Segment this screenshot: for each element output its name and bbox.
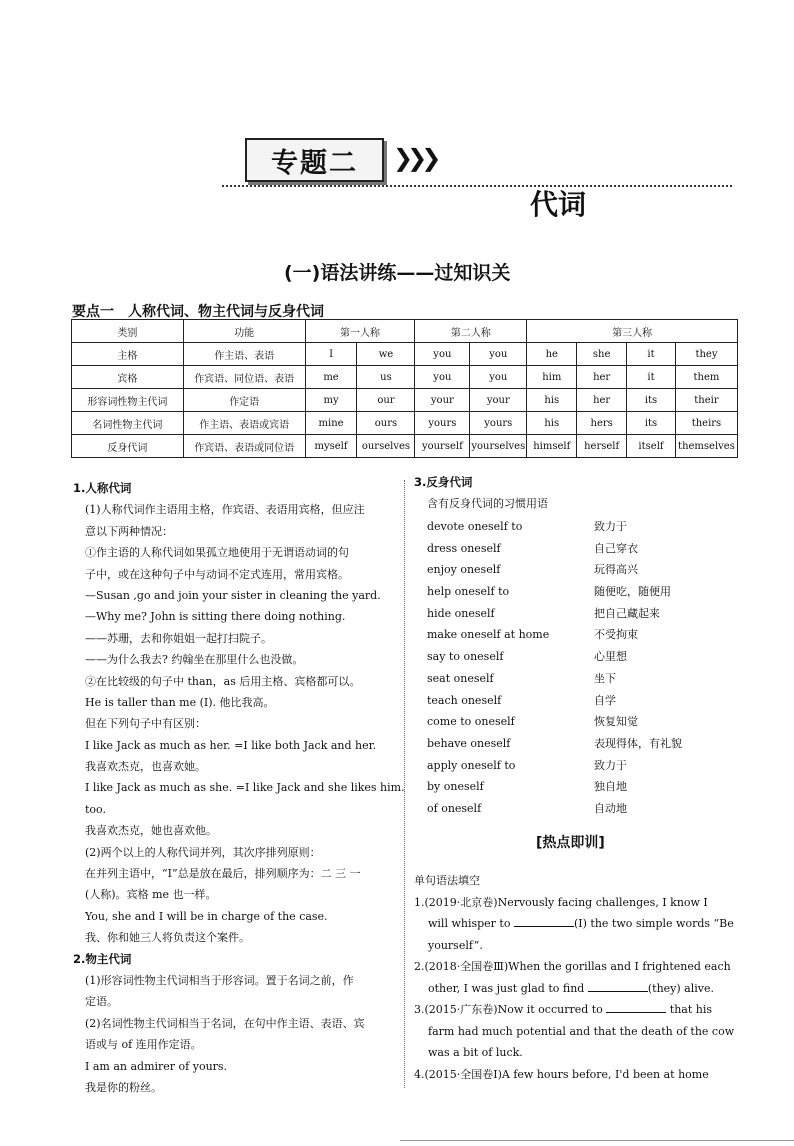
phrase-en: devote oneself to (427, 520, 523, 533)
phrase-zh: 玩得高兴 (594, 563, 638, 577)
answer-blank[interactable] (606, 1000, 666, 1013)
exercise-text: 3.(2015·广东卷)Now it occurred to (414, 1003, 607, 1016)
table-cell: me (305, 366, 357, 389)
phrase-en: enjoy oneself (427, 563, 501, 577)
text-line: (2)两个以上的人称代词并列，其次序排列原则： (85, 845, 321, 859)
table-cell: her (577, 389, 627, 412)
text-line: (人称)。宾格 me 也一样。 (85, 888, 217, 902)
pronoun-table (71, 319, 738, 458)
bottom-rule (400, 1140, 794, 1141)
table-cell: its (627, 412, 676, 435)
text-line: ①作主语的人称代词如果孤立地使用于无谓语动词的句 (85, 546, 349, 560)
phrase-zh: 不受拘束 (594, 628, 638, 642)
phrase-en: make oneself at home (427, 628, 550, 642)
table-cell: ourselves (357, 435, 415, 458)
text-line: (1)形容词性物主代词相当于形容词。置于名词之前，作 (85, 973, 354, 987)
table-cell: we (357, 343, 415, 366)
exercise-text: will whisper to (428, 917, 514, 930)
table-header-cell: 功能 (183, 320, 305, 343)
table-cell: itself (627, 435, 676, 458)
section-title: (一)语法讲练——过知识关 (284, 262, 511, 284)
answer-blank[interactable] (514, 914, 574, 927)
table-cell: his (527, 412, 577, 435)
row-label: 形容词性物主代词 (72, 389, 184, 412)
phrase-zh: 自动地 (594, 801, 627, 815)
table-cell: our (357, 389, 415, 412)
table-cell: their (675, 389, 737, 412)
row-label: 反身代词 (72, 435, 184, 458)
list-item (427, 776, 682, 798)
table-cell: it (627, 366, 676, 389)
translation-line: 我、你和她三人将负责这个案件。 (85, 931, 250, 945)
list-item (427, 624, 682, 646)
heading-reflexive-pronouns: 3.反身代词 (414, 475, 473, 489)
dotted-divider (222, 185, 732, 187)
example-line: He is taller than me (I). 他比我高。 (85, 695, 275, 709)
phrase-intro: 含有反身代词的习惯用语 (427, 497, 548, 511)
list-item (427, 733, 682, 755)
exercise-line: 4.(2015·全国卷Ⅰ)A few hours before, I'd been at home (414, 1067, 709, 1081)
row-function: 作主语、表语 (183, 343, 305, 366)
table-cell: I (305, 343, 357, 366)
exercise-heading: 单句语法填空 (414, 874, 480, 887)
phrase-en: by oneself (427, 780, 484, 794)
row-function: 作定语 (183, 389, 305, 412)
list-item (427, 581, 682, 603)
list-item (427, 690, 682, 712)
page-title: 代词 (530, 188, 587, 221)
text-line: (1)人称代词作主语用主格，作宾语、表语用宾格，但应注 (85, 503, 365, 517)
heading-personal-pronouns: 1.人称代词 (73, 481, 132, 495)
table-cell: she (577, 343, 627, 366)
phrase-zh: 坐下 (594, 671, 616, 685)
translation-line: 我喜欢杰克，也喜欢她。 (85, 760, 206, 774)
exercise-text: that his (666, 1003, 713, 1016)
row-label: 宾格 (72, 366, 184, 389)
phrase-zh: 恢复知觉 (594, 715, 638, 729)
text-line: ②在比较级的句子中 than，as 后用主格、宾格都可以。 (85, 674, 361, 688)
example-line: —Why me? John is sitting there doing nothing. (85, 610, 346, 624)
table-cell: him (527, 366, 577, 389)
text-line: 意以下两种情况： (85, 524, 173, 538)
table-row (72, 343, 738, 366)
list-item (427, 538, 682, 560)
list-item (427, 798, 682, 820)
table-cell: you (415, 366, 470, 389)
table-header-cell: 第一人称 (305, 320, 415, 343)
phrase-en: hide oneself (427, 606, 495, 620)
list-item (427, 516, 682, 538)
example-line: I like Jack as much as her. =I like both Jack and her. (85, 738, 377, 752)
table-cell: yourself (415, 435, 470, 458)
table-header-cell: 第二人称 (415, 320, 527, 343)
answer-blank[interactable] (588, 979, 648, 992)
example-line: —Susan ,go and join your sister in cleaning the yard. (85, 588, 381, 602)
table-cell: hers (577, 412, 627, 435)
phrase-en: of oneself (427, 801, 482, 815)
phrase-en: seat oneself (427, 671, 494, 685)
example-line: too. (85, 802, 106, 816)
table-cell: his (527, 389, 577, 412)
table-cell: theirs (675, 412, 737, 435)
exercise-text: (I) the two simple words “Be (573, 917, 734, 930)
phrase-zh: 致力于 (594, 520, 627, 533)
translation-line: ——苏珊，去和你姐姐一起打扫院子。 (85, 631, 272, 645)
phrase-zh: 独自地 (594, 780, 627, 794)
row-function: 作宾语、表语或同位语 (183, 435, 305, 458)
phrase-zh: 把自己藏起来 (594, 606, 660, 620)
phrase-en: apply oneself to (427, 758, 516, 772)
phrase-en: say to oneself (427, 650, 504, 664)
topic-label: 专题二 (245, 138, 384, 182)
table-cell: herself (577, 435, 627, 458)
chevron-icon: ❯❯❯ (393, 144, 436, 172)
translation-line: 我喜欢杰克，她也喜欢他。 (85, 824, 217, 838)
exercise-line: farm had much potential and that the death of the cow (428, 1024, 735, 1038)
table-row (72, 412, 738, 435)
exercise-text: (they) alive. (647, 981, 714, 995)
heading-possessive-pronouns: 2.物主代词 (73, 951, 132, 966)
table-header-cell: 第三人称 (527, 320, 738, 343)
text-line: 语或与 of 连用作定语。 (85, 1038, 202, 1052)
exercise-line (414, 999, 749, 1021)
translation-line: ——为什么我去? 约翰坐在那里什么也没做。 (85, 653, 304, 667)
table-cell: us (357, 366, 415, 389)
table-cell: he (527, 343, 577, 366)
exercise-line: 2.(2018·全国卷Ⅲ)When the gorillas and I frightened each (414, 960, 731, 973)
table-row (72, 435, 738, 458)
phrase-zh: 自学 (594, 693, 616, 707)
text-line: (2)名词性物主代词相当于名词，在句中作主语、表语、宾 (85, 1016, 365, 1030)
exercise-text: other, I was just glad to find (428, 981, 588, 995)
table-row (72, 389, 738, 412)
list-item (427, 711, 682, 733)
phrase-zh: 心里想 (594, 650, 627, 664)
phrase-en: help oneself to (427, 585, 510, 599)
phrase-en: behave oneself (427, 736, 511, 750)
table-cell: themselves (675, 435, 737, 458)
row-function: 作宾语、同位语、表语 (183, 366, 305, 389)
phrase-zh: 自己穿衣 (594, 541, 638, 555)
table-cell: yourselves (470, 435, 527, 458)
phrase-zh: 表现得体，有礼貌 (594, 736, 682, 750)
exercise-line: yourself”. (428, 938, 483, 952)
exercise-list (414, 870, 749, 1085)
left-column (73, 478, 403, 1098)
phrase-en: teach oneself (427, 693, 502, 707)
table-cell: you (470, 366, 527, 389)
table-cell: it (627, 343, 676, 366)
text-line: 在并列主语中，“I”总是放在最后，排列顺序为：二 三 一 (85, 867, 361, 881)
phrase-en: dress oneself (427, 541, 501, 555)
text-line: 定语。 (85, 995, 118, 1009)
list-item (427, 603, 682, 625)
exercise-line (414, 913, 749, 935)
exercise-line: was a bit of luck. (428, 1046, 523, 1059)
table-row (72, 366, 738, 389)
phrase-en: come to oneself (427, 715, 515, 729)
right-column-header (414, 472, 749, 515)
table-cell: them (675, 366, 737, 389)
table-cell: its (627, 389, 676, 412)
table-cell: himself (527, 435, 577, 458)
example-line: You, she and I will be in charge of the case. (85, 909, 328, 923)
translation-line: 我是你的粉丝。 (85, 1080, 162, 1094)
example-line: I like Jack as much as she. =I like Jack and she likes him. (85, 781, 405, 795)
example-line: I am an admirer of yours. (85, 1059, 228, 1073)
row-label: 主格 (72, 343, 184, 366)
exercise-line: 1.(2019·北京卷)Nervously facing challenges, I know I (414, 895, 708, 909)
row-function: 作主语、表语或宾语 (183, 412, 305, 435)
table-cell: mine (305, 412, 357, 435)
table-header-cell: 类别 (72, 320, 184, 343)
point-title: 要点一 人称代词、物主代词与反身代词 (72, 304, 324, 320)
table-cell: you (470, 343, 527, 366)
table-cell: your (415, 389, 470, 412)
text-line: 子中，或在这种句子中与动词不定式连用，常用宾格。 (85, 567, 349, 581)
table-cell: my (305, 389, 357, 412)
text-line: 但在下列句子中有区别： (85, 717, 206, 731)
list-item (427, 646, 682, 668)
table-cell: you (415, 343, 470, 366)
hot-practice-title: [热点即训] (536, 835, 605, 851)
table-cell: yours (470, 412, 527, 435)
table-cell: yours (415, 412, 470, 435)
list-item (427, 668, 682, 690)
phrase-zh: 随便吃，随便用 (594, 585, 671, 599)
table-cell: they (675, 343, 737, 366)
table-cell: her (577, 366, 627, 389)
table-cell: your (470, 389, 527, 412)
list-item (427, 755, 682, 777)
table-header-row (72, 320, 738, 343)
table-cell: myself (305, 435, 357, 458)
exercise-line (414, 978, 749, 1000)
phrase-list (427, 516, 682, 820)
table-cell: ours (357, 412, 415, 435)
column-divider (404, 480, 405, 1088)
row-label: 名词性物主代词 (72, 412, 184, 435)
phrase-zh: 致力于 (594, 758, 627, 772)
list-item (427, 559, 682, 581)
